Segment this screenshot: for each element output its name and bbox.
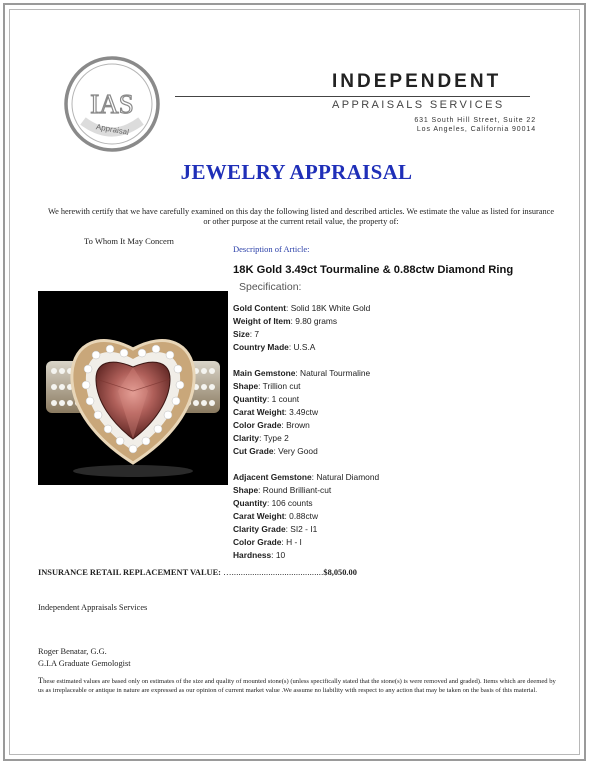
spec-row-main-shape: Shape: Trillion cut <box>233 381 301 391</box>
disclaimer-initial: T <box>38 676 44 685</box>
spec-row-main-color: Color Grade: Brown <box>233 420 310 430</box>
address-line-1: 631 South Hill Street, Suite 22 <box>414 117 536 124</box>
specifications <box>233 302 563 562</box>
spec-row-adjacent-shape: Shape: Round Brilliant-cut <box>233 485 332 495</box>
insurance-dots: …........................................ <box>223 568 324 577</box>
insurance-value-line <box>38 568 558 577</box>
company-name: INDEPENDENT <box>332 71 502 92</box>
disclaimer-text: hese estimated values are based only on estimates of the size and quality of mounted stone(s) (unless specifically stated that the stone(s) is were removed and graded). Items which are deemed by us as irreplaceable or antique in nature are expressed as our opinion of current market value .We assume no liability with respect to any action that may be taken on the basis of this material. <box>38 678 556 694</box>
spec-row-main-cut: Cut Grade: Very Good <box>233 446 318 456</box>
insurance-label: INSURANCE RETAIL REPLACEMENT VALUE: <box>38 568 221 577</box>
company-subtitle: APPRAISALS SERVICES <box>332 99 505 111</box>
spec-row-main-gemstone: Main Gemstone: Natural Tourmaline <box>233 368 371 378</box>
signature-name: Roger Benatar, G.G. <box>38 647 107 656</box>
spec-row-weight: Weight of Item: 9.80 grams <box>233 316 338 326</box>
spec-row-size: Size: 7 <box>233 329 260 339</box>
certification-text: We herewith certify that we have carefully examined on this day the following listed and described articles. We estimate the value as listed for insurance or other purpose at the current retail value, the property of: <box>47 207 555 226</box>
spec-row-adjacent-quantity: Quantity: 106 counts <box>233 498 313 508</box>
spec-row-main-clarity: Clarity: Type 2 <box>233 433 289 443</box>
address-line-2: Los Angeles, California 90014 <box>416 126 536 133</box>
logo-monogram: IAS <box>90 89 134 119</box>
header-rule <box>175 96 530 97</box>
page-title: JEWELRY APPRAISAL <box>180 160 413 184</box>
specification-label: Specification: <box>239 281 302 293</box>
item-title: 18K Gold 3.49ct Tourmaline & 0.88ctw Diamond Ring <box>233 264 514 276</box>
spec-row-adjacent-color: Color Grade: H - I <box>233 537 302 547</box>
spec-row-country: Country Made: U.S.A <box>233 342 316 352</box>
spec-row-adjacent-hardness: Hardness: 10 <box>233 550 286 560</box>
recipient: To Whom It May Concern <box>84 236 174 246</box>
spec-row-adjacent-gemstone: Adjacent Gemstone: Natural Diamond <box>233 472 380 482</box>
logo-ribbon-text: Appraisal <box>95 122 130 137</box>
spec-row-adjacent-carat: Carat Weight: 0.88ctw <box>233 511 319 521</box>
spec-row-adjacent-clarity: Clarity Grade: SI2 - I1 <box>233 524 318 534</box>
spec-row-main-quantity: Quantity: 1 count <box>233 394 300 404</box>
ias-logo <box>63 55 161 153</box>
disclaimer <box>38 677 558 695</box>
ring-photo <box>38 291 228 485</box>
spec-row-gold-content: Gold Content: Solid 18K White Gold <box>233 303 371 313</box>
insurance-value: $8,050.00 <box>323 568 357 577</box>
description-label: Description of Article: <box>233 244 310 254</box>
footer-company: Independent Appraisals Services <box>38 603 148 612</box>
signature-title: G.I.A Graduate Gemologist <box>38 659 131 668</box>
spec-row-main-carat: Carat Weight: 3.49ctw <box>233 407 319 417</box>
